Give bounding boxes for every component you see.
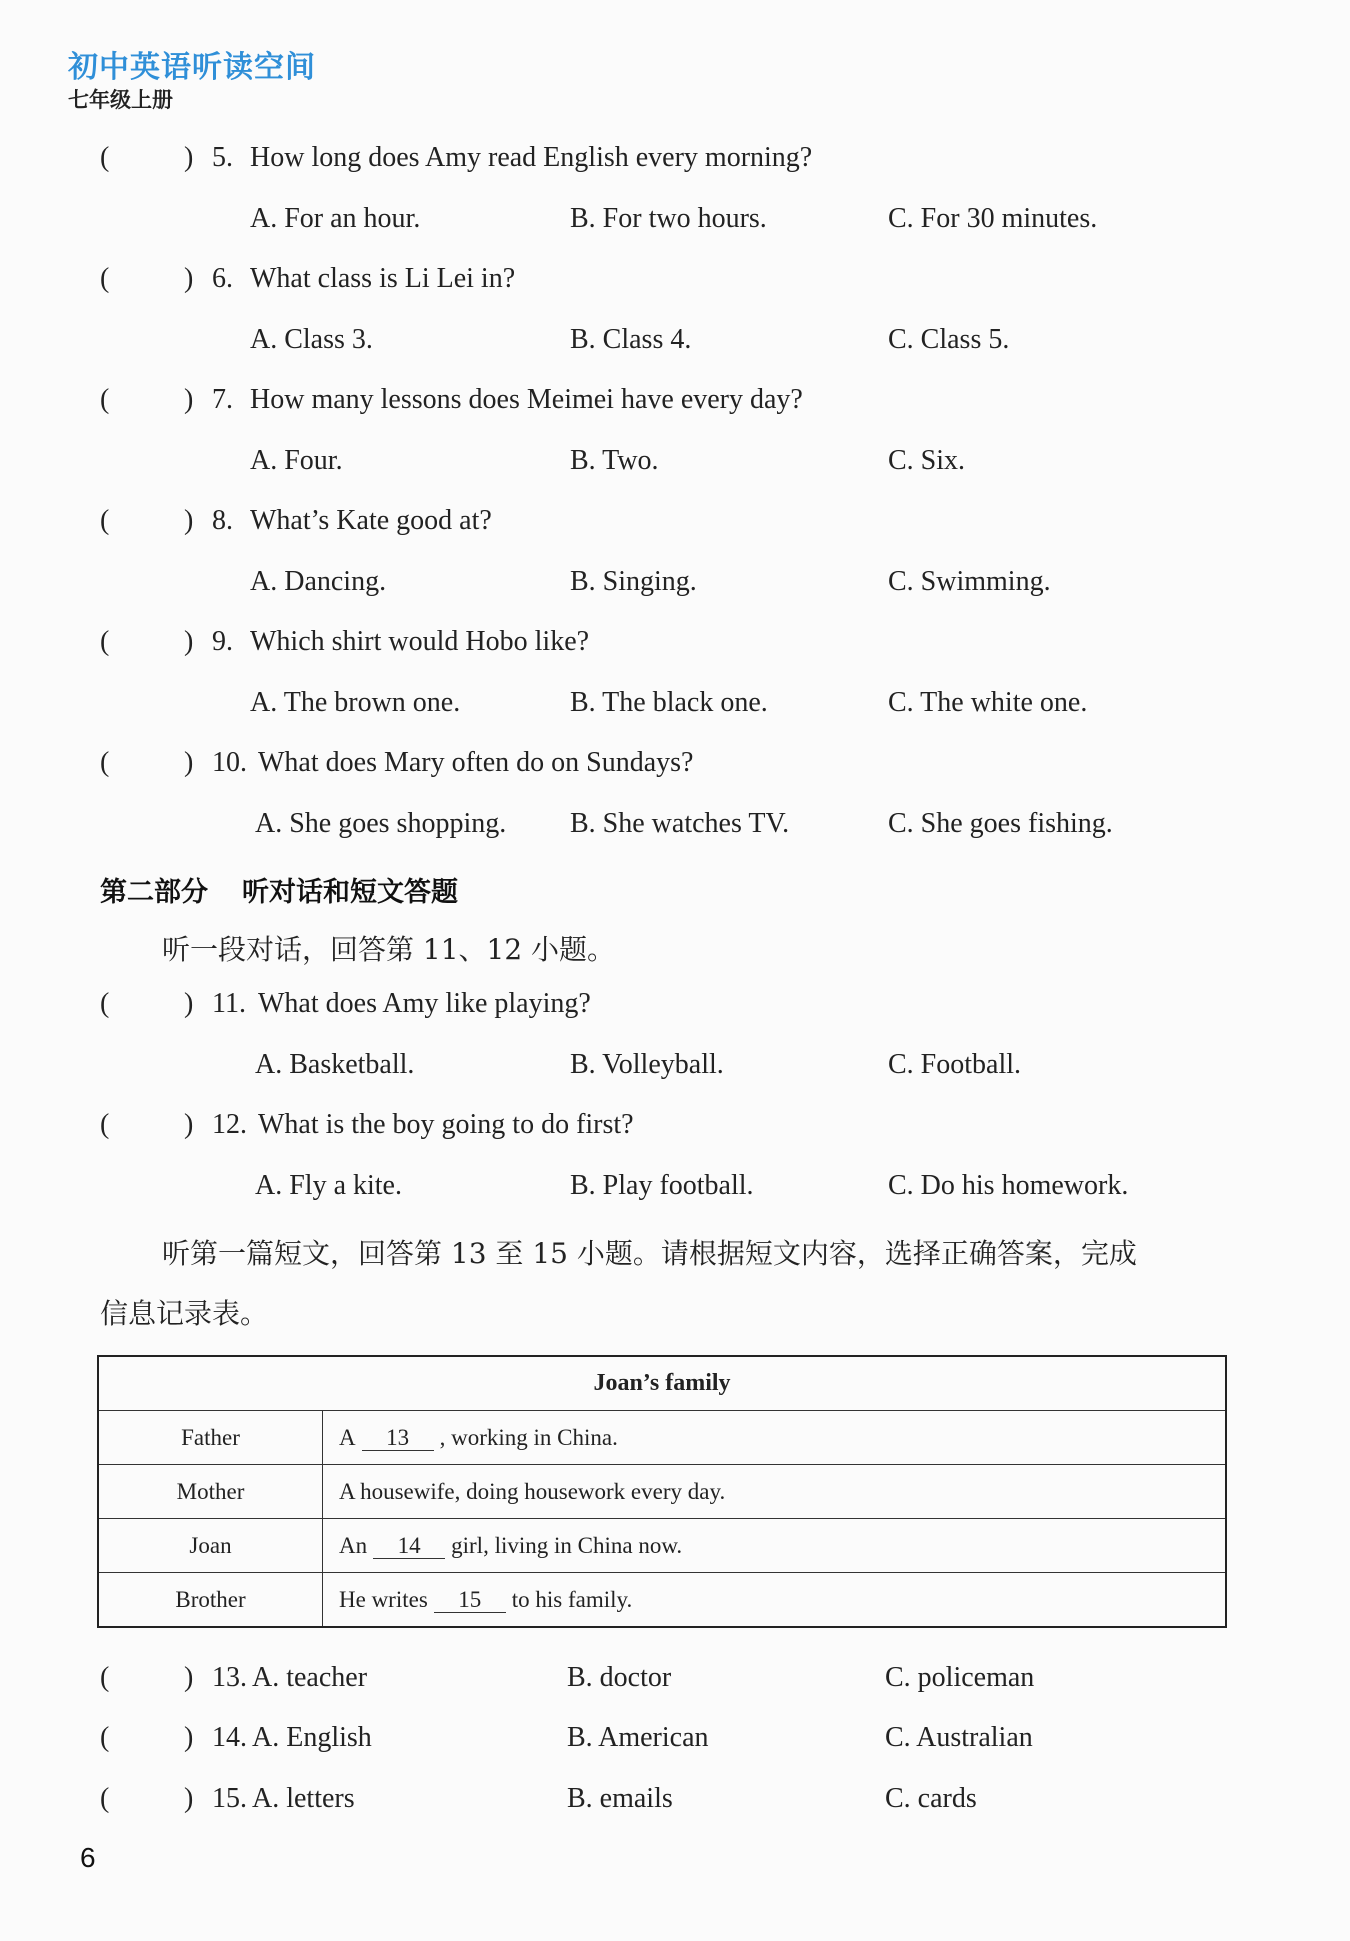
option-a[interactable]: A. Class 3. xyxy=(250,324,373,355)
option-b[interactable]: B. Play football. xyxy=(570,1170,754,1201)
question-number: 14. xyxy=(212,1722,247,1753)
row-value xyxy=(323,1411,1227,1465)
answer-paren-open[interactable]: ( xyxy=(100,1662,110,1693)
question-text: How long does Amy read English every morning? xyxy=(250,142,813,173)
instruction-dialogue: 听一段对话，回答第 11、12 小题。 xyxy=(162,933,616,966)
row-value xyxy=(323,1573,1227,1628)
row-text: , working in China. xyxy=(439,1424,618,1450)
row-value xyxy=(323,1465,1227,1519)
answer-paren-open[interactable]: ( xyxy=(100,626,110,657)
option-a[interactable]: A. She goes shopping. xyxy=(255,808,507,839)
question-number: 10. xyxy=(212,747,247,778)
option-c[interactable]: C. cards xyxy=(885,1783,977,1814)
question-text: Which shirt would Hobo like? xyxy=(250,626,590,657)
option-a[interactable]: A. Fly a kite. xyxy=(255,1170,402,1201)
option-b[interactable]: B. She watches TV. xyxy=(570,808,790,839)
row-text: girl, living in China now. xyxy=(451,1532,683,1558)
question-number: 13. xyxy=(212,1662,247,1693)
row-value xyxy=(323,1519,1227,1573)
option-row xyxy=(0,808,1350,848)
option-a[interactable]: A. teacher xyxy=(252,1662,368,1693)
header-title: 初中英语听读空间 xyxy=(68,50,316,85)
option-c[interactable]: C. For 30 minutes. xyxy=(888,203,1098,234)
option-a[interactable]: A. Four. xyxy=(250,445,343,476)
row-text: An xyxy=(339,1532,368,1558)
option-b[interactable]: B. Class 4. xyxy=(570,324,692,355)
answer-paren-close: ) xyxy=(184,142,194,173)
question-number: 9. xyxy=(212,626,233,657)
row-text: He writes xyxy=(339,1586,428,1612)
question-text: What does Amy like playing? xyxy=(258,988,591,1019)
option-c[interactable]: C. Do his homework. xyxy=(888,1170,1129,1201)
option-b[interactable]: B. emails xyxy=(567,1783,673,1814)
answer-paren-close: ) xyxy=(184,626,194,657)
option-row xyxy=(0,1722,1350,1762)
option-c[interactable]: C. Six. xyxy=(888,445,966,476)
option-row xyxy=(0,1662,1350,1702)
question-text: What’s Kate good at? xyxy=(250,505,492,536)
answer-paren-open[interactable]: ( xyxy=(100,988,110,1019)
question-number: 15. xyxy=(212,1783,247,1814)
row-label: Joan xyxy=(98,1519,323,1573)
row-text: to his family. xyxy=(511,1586,633,1612)
option-row xyxy=(0,1049,1350,1089)
question-number: 8. xyxy=(212,505,233,536)
page-number: 6 xyxy=(80,1842,96,1873)
option-b[interactable]: B. Volleyball. xyxy=(570,1049,724,1080)
row-text: A housewife, doing housework every day. xyxy=(339,1478,726,1504)
option-a[interactable]: A. letters xyxy=(252,1783,355,1814)
row-label: Mother xyxy=(98,1465,323,1519)
row-text: A xyxy=(339,1424,356,1450)
instruction-passage-line2: 信息记录表。 xyxy=(100,1297,269,1330)
option-b[interactable]: B. Two. xyxy=(570,445,659,476)
table-row xyxy=(98,1465,1226,1519)
option-a[interactable]: A. English xyxy=(252,1722,372,1753)
row-label: Father xyxy=(98,1411,323,1465)
option-c[interactable]: C. Class 5. xyxy=(888,324,1010,355)
answer-paren-close: ) xyxy=(184,263,194,294)
option-b[interactable]: B. For two hours. xyxy=(570,203,767,234)
answer-paren-close: ) xyxy=(184,1662,194,1693)
answer-paren-close: ) xyxy=(184,1109,194,1140)
answer-paren-open[interactable]: ( xyxy=(100,1722,110,1753)
answer-paren-open[interactable]: ( xyxy=(100,1109,110,1140)
option-row xyxy=(0,566,1350,606)
answer-paren-open[interactable]: ( xyxy=(100,1783,110,1814)
row-label: Brother xyxy=(98,1573,323,1628)
header-subtitle: 七年级上册 xyxy=(68,88,173,112)
option-a[interactable]: A. For an hour. xyxy=(250,203,421,234)
option-c[interactable]: C. She goes fishing. xyxy=(888,808,1113,839)
option-row xyxy=(0,203,1350,243)
answer-paren-open[interactable]: ( xyxy=(100,505,110,536)
option-c[interactable]: C. Swimming. xyxy=(888,566,1051,597)
option-b[interactable]: B. Singing. xyxy=(570,566,697,597)
answer-paren-close: ) xyxy=(184,1722,194,1753)
info-table-title: Joan’s family xyxy=(98,1356,1226,1411)
instruction-passage-line1: 听第一篇短文，回答第 13 至 15 小题。请根据短文内容，选择正确答案，完成 xyxy=(162,1237,1137,1270)
option-a[interactable]: A. The brown one. xyxy=(250,687,461,718)
section-title-part: 第二部分 xyxy=(100,877,208,908)
info-table xyxy=(97,1355,1227,1628)
option-b[interactable]: B. The black one. xyxy=(570,687,768,718)
question-number: 5. xyxy=(212,142,233,173)
answer-paren-close: ) xyxy=(184,384,194,415)
table-row xyxy=(98,1573,1226,1628)
section-title-name: 听对话和短文答题 xyxy=(242,877,458,908)
option-a[interactable]: A. Dancing. xyxy=(250,566,387,597)
option-c[interactable]: C. The white one. xyxy=(888,687,1088,718)
section-title xyxy=(100,870,458,909)
answer-paren-close: ) xyxy=(184,505,194,536)
answer-paren-close: ) xyxy=(184,747,194,778)
question-number: 7. xyxy=(212,384,233,415)
option-row xyxy=(0,445,1350,485)
answer-blank[interactable]: 14 xyxy=(373,1534,445,1559)
option-b[interactable]: B. doctor xyxy=(567,1662,672,1693)
table-row xyxy=(98,1411,1226,1465)
question-number: 12. xyxy=(212,1109,247,1140)
answer-paren-close: ) xyxy=(184,1783,194,1814)
answer-paren-open[interactable]: ( xyxy=(100,747,110,778)
option-row xyxy=(0,687,1350,727)
option-b[interactable]: B. American xyxy=(567,1722,709,1753)
answer-paren-open[interactable]: ( xyxy=(100,263,110,294)
option-row xyxy=(0,1170,1350,1210)
option-c[interactable]: C. policeman xyxy=(885,1662,1035,1693)
table-row xyxy=(98,1519,1226,1573)
question-text: How many lessons does Meimei have every day? xyxy=(250,384,803,415)
question-number: 6. xyxy=(212,263,233,294)
answer-paren-close: ) xyxy=(184,988,194,1019)
answer-paren-open[interactable]: ( xyxy=(100,142,110,173)
question-number: 11. xyxy=(212,988,246,1019)
option-row xyxy=(0,324,1350,364)
option-a[interactable]: A. Basketball. xyxy=(255,1049,415,1080)
question-text: What class is Li Lei in? xyxy=(250,263,516,294)
question-text: What does Mary often do on Sundays? xyxy=(258,747,694,778)
option-c[interactable]: C. Australian xyxy=(885,1722,1033,1753)
answer-blank[interactable]: 13 xyxy=(362,1426,434,1451)
option-c[interactable]: C. Football. xyxy=(888,1049,1022,1080)
question-text: What is the boy going to do first? xyxy=(258,1109,634,1140)
answer-paren-open[interactable]: ( xyxy=(100,384,110,415)
answer-blank[interactable]: 15 xyxy=(434,1588,506,1613)
option-row xyxy=(0,1783,1350,1823)
